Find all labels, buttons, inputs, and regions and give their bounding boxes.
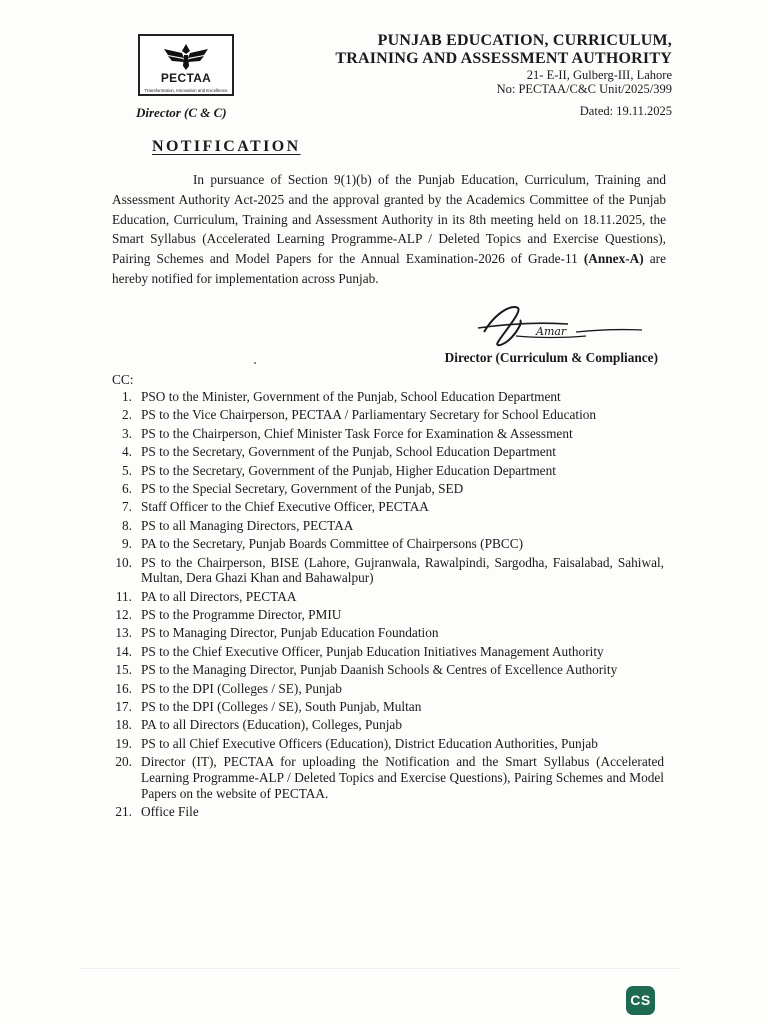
cc-item-number: 5. [122,462,132,478]
cc-list [0,389,768,823]
cc-list-item [0,607,768,623]
cc-item-number: 14. [115,643,132,659]
cc-list-item [0,754,768,801]
org-name-line1: PUNJAB EDUCATION, CURRICULUM, [377,32,672,49]
handwritten-signature [476,302,646,350]
cc-item-number: 18. [115,717,132,733]
cc-item-number: 11. [115,588,132,604]
cc-list-item [0,389,768,405]
cc-item-text: PS to the Chairperson, BISE (Lahore, Gujranwala, Rawalpindi, Sargodha, Faisalabad, Sahiwal, Multan, Dera Ghazi Khan and Bahawalpur) [141,554,664,586]
cc-list-item [0,499,768,515]
body-text-part1: In pursuance of Section 9(1)(b) of the Punjab Education, Curriculum, Training and Assessment Authority Act-2025 and the approval granted by the Academics Committee of the Punjab Education, Curriculum, Training and Assessment Authority in its 8th meeting held on 18.11.2025, the Smart Syllabus (Accelerated Learning Programme-ALP / Deleted Topics and Exercise Questions), Pairing Schemes and Model Papers for the Annual Examination-2026 of Grade-11 [112,172,666,267]
cc-item-text: PS to the Secretary, Government of the Punjab, School Education Department [141,444,556,460]
cc-item-text: PS to the Secretary, Government of the Punjab, Higher Education Department [141,462,556,478]
org-address: 21- E-II, Gulberg-III, Lahore [526,68,672,82]
logo-name: PECTAA [160,71,212,85]
cc-list-item [0,407,768,423]
cc-item-number: 13. [115,625,132,641]
annex-reference: (Annex-A) [583,251,644,267]
cc-item-text: PA to the Secretary, Punjab Boards Committee of Chairpersons (PBCC) [141,536,524,552]
cc-list-item [0,555,768,587]
notification-body [112,170,666,289]
cc-item-number: 6. [122,480,132,496]
cc-item-number: 1. [122,389,132,404]
scan-artifact-line [80,968,680,969]
cc-list-item [0,736,768,752]
cc-item-text: PS to the Vice Chairperson, PECTAA / Parliamentary Secretary for School Education [141,407,597,423]
org-name-line2: TRAINING AND ASSESSMENT AUTHORITY [335,50,672,67]
cc-list-item [0,804,768,820]
cc-list-item [0,518,768,534]
cc-item-text: PA to all Directors, PECTAA [141,588,297,604]
cc-label: CC: [112,372,134,387]
cc-item-number: 9. [122,536,132,552]
cc-item-text: PS to all Managing Directors, PECTAA [141,517,354,533]
cc-item-text: Office File [141,804,199,820]
cc-list-item [0,717,768,733]
cc-item-text: PS to the Programme Director, PMIU [141,607,342,623]
cc-list-item [0,426,768,442]
signatory-title: Director (Curriculum & Compliance) [444,350,658,365]
cc-list-item [0,662,768,678]
issue-date: Dated: 19.11.2025 [579,104,672,118]
cc-list-item [0,536,768,552]
cc-item-number: 4. [122,444,132,460]
document-title: NOTIFICATION [152,138,301,155]
cc-item-number: 7. [122,499,132,515]
cc-item-text: PS to the DPI (Colleges / SE), Punjab [141,680,342,696]
cc-item-text: PS to the Chief Executive Officer, Punjab Education Initiatives Management Authority [141,643,604,659]
camscanner-badge: CS [626,986,655,1015]
cc-item-number: 15. [115,662,132,678]
cc-item-text: PS to the Chairperson, Chief Minister Task Force for Examination & Assessment [141,425,573,441]
cc-item-number: 8. [122,517,132,533]
cc-item-text: PS to the Managing Director, Punjab Daanish Schools & Centres of Excellence Authority [141,662,618,678]
cc-item-text: Staff Officer to the Chief Executive Officer, PECTAA [141,499,429,515]
reference-number: No: PECTAA/C&C Unit/2025/399 [496,82,672,96]
cc-item-text: PA to all Directors (Education), Colleges, Punjab [141,717,402,733]
logo-tagline: Transformation, Innovation and Excellence [144,88,228,93]
cc-item-text: PS to Managing Director, Punjab Education Foundation [141,625,439,641]
cc-list-item [0,625,768,641]
cc-list-item [0,681,768,697]
cc-list-item [0,481,768,497]
cc-item-number: 12. [115,607,132,623]
cc-list-item [0,444,768,460]
pectaa-logo [138,34,234,96]
cc-item-text: PS to all Chief Executive Officers (Education), District Education Authorities, Punjab [141,735,598,751]
cc-item-number: 2. [122,407,132,423]
cc-item-number: 16. [115,680,132,696]
cc-item-number: 20. [115,754,132,770]
body-text-part2: are hereby notified for implementation across Punjab. [112,251,666,286]
cc-list-item [0,589,768,605]
cc-item-number: 17. [115,699,132,715]
scan-speck [254,362,256,364]
office-label: Director (C & C) [136,105,227,120]
cc-list-item [0,699,768,715]
cc-item-number: 19. [115,735,132,751]
cc-item-number: 10. [115,554,132,570]
cc-item-number: 3. [122,425,132,441]
cc-item-text: Director (IT), PECTAA for uploading the Notification and the Smart Syllabus (Accelerated Learning Programme-ALP / Deleted Topics and Exercise Questions), Pairing Schemes and Model Papers on the website of PECTAA. [141,754,664,801]
cc-item-number: 21. [115,804,132,820]
cc-list-item [0,644,768,660]
cc-list-item [0,463,768,479]
cc-item-text: PS to the DPI (Colleges / SE), South Punjab, Multan [141,699,422,715]
eagle-emblem-icon [162,40,210,72]
cc-item-text: PSO to the Minister, Government of the Punjab, School Education Department [141,389,561,404]
signature-text: Amar [536,325,567,338]
cc-item-text: PS to the Special Secretary, Government of the Punjab, SED [141,480,464,496]
